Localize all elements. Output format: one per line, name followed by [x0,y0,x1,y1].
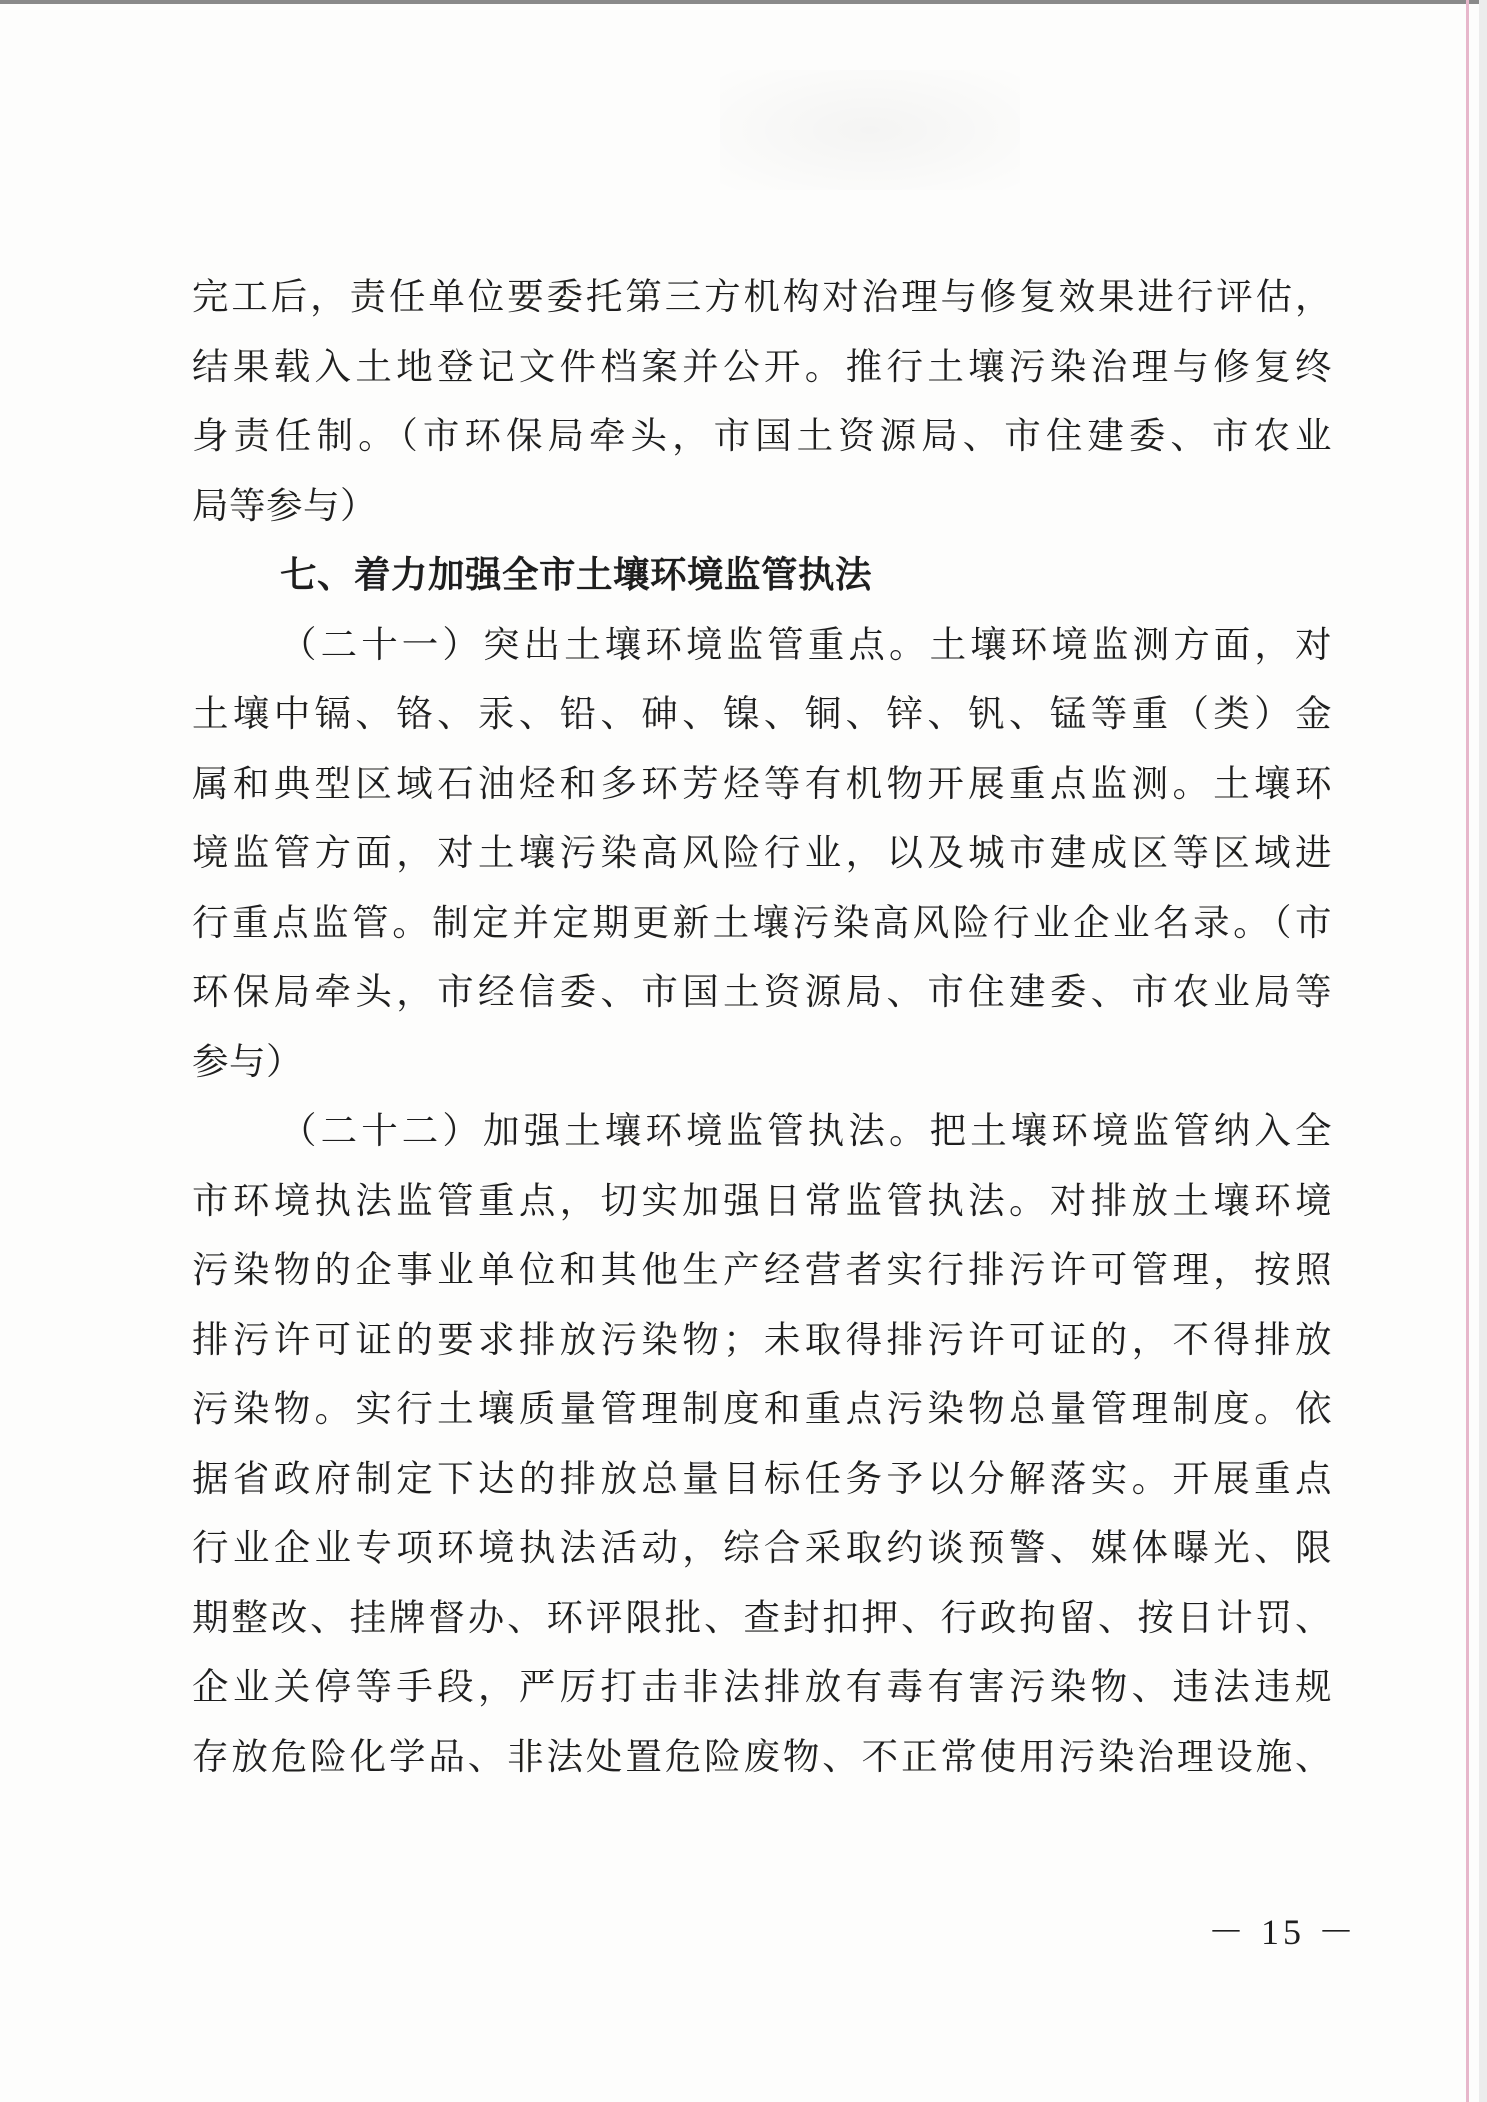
page-number: － 15 － [1208,1912,1359,1952]
text-line: 污染物。实行土壤质量管理制度和重点污染物总量管理制度。依 [192,1387,1332,1430]
bleed-through-shadow [720,70,1020,190]
text-line: 身责任制。（市环保局牵头，市国土资源局、市住建委、市农业 [192,414,1332,457]
text-line: 存放危险化学品、非法处置危险废物、不正常使用污染治理设施、 [192,1734,1332,1778]
text-line: 境监管方面，对土壤污染高风险行业，以及城市建成区等区域进 [192,831,1332,874]
text-line: 局等参与） [192,483,377,527]
text-line: 土壤中镉、铬、汞、铅、砷、镍、铜、锌、钒、锰等重（类）金 [192,692,1332,735]
page-edge [1479,0,1487,2102]
section-heading: 七、着力加强全市土壤环境监管执法 [280,553,872,596]
text-line: 结果载入土地登记文件档案并公开。推行土壤污染治理与修复终 [192,344,1332,388]
right-margin-line [1466,0,1469,2102]
text-line: 市环境执法监管重点，切实加强日常监管执法。对排放土壤环境 [192,1178,1332,1222]
paragraph-start-line: （二十一）突出土壤环境监管重点。土壤环境监测方面，对 [280,622,1332,666]
text-line: 行重点监管。制定并定期更新土壤污染高风险行业企业名录。（市 [192,900,1332,944]
text-line: 排污许可证的要求排放污染物；未取得排污许可证的，不得排放 [192,1317,1332,1361]
text-line: 行业企业专项环境执法活动，综合采取约谈预警、媒体曝光、限 [192,1526,1332,1569]
body-text [192,262,1332,1791]
text-line: 参与） [192,1039,303,1083]
paragraph-start-line: （二十二）加强土壤环境监管执法。把土壤环境监管纳入全 [280,1109,1332,1152]
text-line: 污染物的企事业单位和其他生产经营者实行排污许可管理，按照 [192,1248,1332,1291]
top-border-line [0,0,1487,4]
text-line: 属和典型区域石油烃和多环芳烃等有机物开展重点监测。土壤环 [192,761,1332,805]
text-line: 完工后，责任单位要委托第三方机构对治理与修复效果进行评估， [192,275,1332,318]
text-line: 期整改、挂牌督办、环评限批、查封扣押、行政拘留、按日计罚、 [192,1595,1332,1639]
text-line: 环保局牵头，市经信委、市国土资源局、市住建委、市农业局等 [192,970,1332,1013]
text-line: 据省政府制定下达的排放总量目标任务予以分解落实。开展重点 [192,1456,1332,1500]
text-line: 企业关停等手段，严厉打击非法排放有毒有害污染物、违法违规 [192,1665,1332,1708]
